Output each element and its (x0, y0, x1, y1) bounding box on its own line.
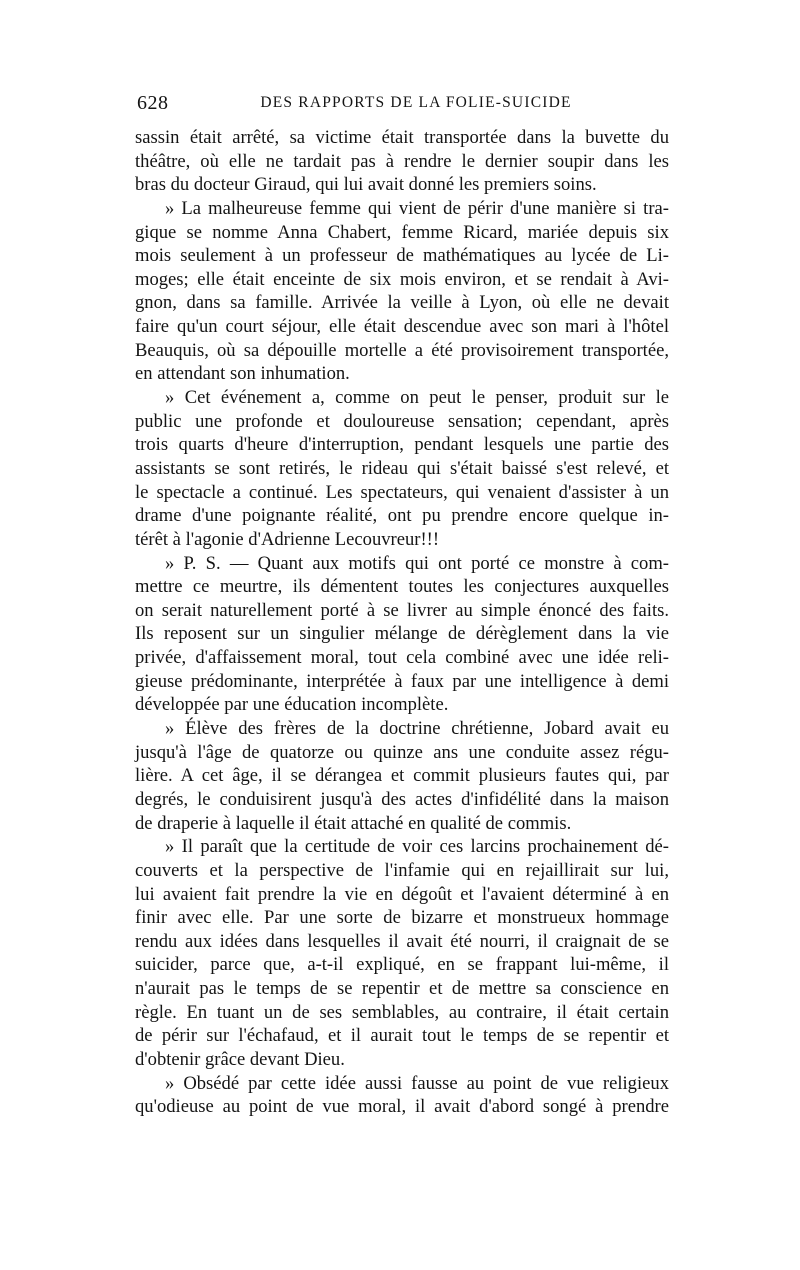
text-line: qu'odieuse au point de vue moral, il avait d'abord songé à prendre (135, 1096, 669, 1118)
text-line: finir avec elle. Par une sorte de bizarre et monstrueux hommage (135, 907, 669, 929)
text-line: d'obtenir grâce devant Dieu. (135, 1048, 345, 1070)
text-line: assistants se sont retirés, le rideau qui s'était baissé s'est relevé, et (135, 457, 669, 479)
text-line: développée par une éducation incomplète. (135, 694, 449, 716)
text-line: de périr sur l'échafaud, et il aurait tout le temps de se repentir et (135, 1025, 669, 1047)
text-line: Ils reposent sur un singulier mélange de dérèglement dans la vie (135, 623, 669, 645)
text-line: bras du docteur Giraud, qui lui avait donné les premiers soins. (135, 174, 597, 196)
text-line: » P. S. — Quant aux motifs qui ont porté ce monstre à com- (165, 552, 669, 574)
text-line: lui avaient fait prendre la vie en dégoût et l'avaient déterminé à en (135, 883, 669, 905)
text-line: on serait naturellement porté à se livrer au simple énoncé des faits. (135, 599, 669, 621)
text-line: le spectacle a continué. Les spectateurs, qui venaient d'assister à un (135, 481, 669, 503)
page-header (137, 92, 667, 118)
text-line: » Il paraît que la certitude de voir ces larcins prochainement dé- (165, 836, 669, 858)
text-line: gique se nomme Anna Chabert, femme Ricard, mariée depuis six (135, 221, 669, 243)
text-line: térêt à l'agonie d'Adrienne Lecouvreur!!! (135, 528, 440, 550)
page-number: 628 (137, 92, 169, 114)
text-line: couverts et la perspective de l'infamie qui en rejaillirait sur lui, (135, 859, 669, 881)
text-line: gieuse prédominante, interprétée à faux par une intelligence à demi (135, 670, 669, 692)
text-line: rendu aux idées dans lesquelles il avait été nourri, il craignait de se (135, 930, 669, 952)
text-line: public une profonde et douloureuse sensation; cependant, après (135, 410, 669, 432)
text-line: lière. A cet âge, il se dérangea et commit plusieurs fautes qui, par (135, 765, 669, 787)
text-line: privée, d'affaissement moral, tout cela combiné avec une idée reli- (135, 647, 669, 669)
body-text (135, 126, 669, 1119)
text-line: mettre ce meurtre, ils démentent toutes les conjectures auxquelles (135, 576, 669, 598)
text-line: gnon, dans sa famille. Arrivée la veille à Lyon, où elle ne devait (135, 292, 669, 314)
text-line: Beauquis, où sa dépouille mortelle a été provisoirement transportée, (135, 339, 669, 361)
text-line: théâtre, où elle ne tardait pas à rendre le dernier soupir dans les (135, 150, 669, 172)
text-line: degrés, le conduisirent jusqu'à des actes d'infidélité dans la maison (135, 788, 669, 810)
text-line: trois quarts d'heure d'interruption, pendant lesquels une partie des (135, 434, 669, 456)
text-line: » Obsédé par cette idée aussi fausse au point de vue religieux (165, 1072, 669, 1094)
text-line: faire qu'un court séjour, elle était descendue avec son mari à l'hôtel (135, 316, 669, 338)
text-line: n'aurait pas le temps de se repentir et de mettre sa conscience en (135, 978, 669, 1000)
text-line: jusqu'à l'âge de quatorze ou quinze ans une conduite assez régu- (135, 741, 669, 763)
text-line: en attendant son inhumation. (135, 363, 350, 385)
text-line: moges; elle était enceinte de six mois environ, et se rendait à Avi- (135, 268, 669, 290)
text-line: » Cet événement a, comme on peut le penser, produit sur le (165, 387, 669, 409)
text-line: » Élève des frères de la doctrine chrétienne, Jobard avait eu (165, 718, 669, 740)
running-head: DES RAPPORTS DE LA FOLIE-SUICIDE (260, 94, 572, 111)
text-line: suicider, parce que, a-t-il expliqué, en se frappant lui-même, il (135, 954, 669, 976)
text-line: de draperie à laquelle il était attaché en qualité de commis. (135, 812, 572, 834)
text-line: sassin était arrêté, sa victime était transportée dans la buvette du (135, 127, 669, 148)
text-line: drame d'une poignante réalité, ont pu prendre encore quelque in- (135, 505, 669, 527)
text-line: mois seulement à un professeur de mathématiques au lycée de Li- (135, 245, 669, 267)
text-line: » La malheureuse femme qui vient de périr d'une manière si tra- (165, 197, 669, 219)
text-line: règle. En tuant un de ses semblables, au contraire, il était certain (135, 1001, 669, 1023)
